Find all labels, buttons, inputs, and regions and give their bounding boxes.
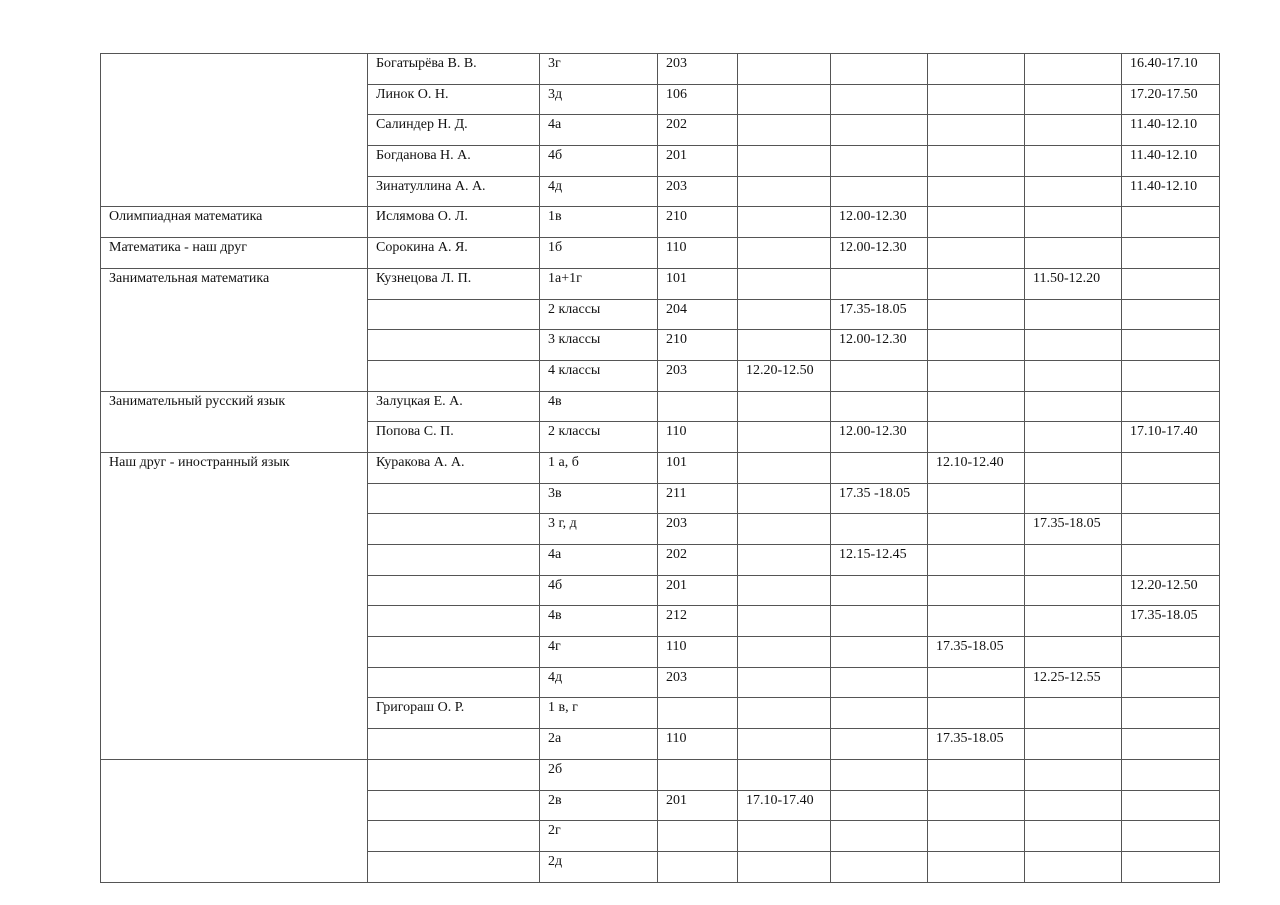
time-cell-day2 [831, 115, 928, 146]
time-cell-day3 [928, 299, 1025, 330]
time-cell-day4 [1025, 330, 1122, 361]
room-cell [658, 851, 738, 882]
time-cell-day2 [831, 606, 928, 637]
time-cell-day4 [1025, 759, 1122, 790]
teacher-cell: Богатырёва В. В. [368, 54, 540, 85]
teacher-cell [368, 483, 540, 514]
time-cell-day4 [1025, 238, 1122, 269]
class-cell: 4б [540, 575, 658, 606]
time-cell-day4 [1025, 422, 1122, 453]
schedule-table [100, 53, 1220, 883]
teacher-cell: Григораш О. Р. [368, 698, 540, 729]
time-cell-day2: 12.00-12.30 [831, 238, 928, 269]
teacher-cell: Залуцкая Е. А. [368, 391, 540, 422]
time-cell-day4 [1025, 360, 1122, 391]
room-cell: 211 [658, 483, 738, 514]
time-cell-day5 [1122, 851, 1220, 882]
room-cell [658, 698, 738, 729]
time-cell-day4: 11.50-12.20 [1025, 268, 1122, 299]
time-cell-day3 [928, 545, 1025, 576]
time-cell-day2 [831, 790, 928, 821]
time-cell-day2 [831, 391, 928, 422]
room-cell: 110 [658, 422, 738, 453]
time-cell-day4 [1025, 575, 1122, 606]
table-row [101, 238, 1220, 269]
teacher-cell [368, 514, 540, 545]
class-cell: 4а [540, 545, 658, 576]
room-cell: 110 [658, 729, 738, 760]
time-cell-day1 [738, 330, 831, 361]
class-cell: 2б [540, 759, 658, 790]
time-cell-day4 [1025, 146, 1122, 177]
time-cell-day1 [738, 422, 831, 453]
class-cell: 3 классы [540, 330, 658, 361]
room-cell: 204 [658, 299, 738, 330]
time-cell-day5 [1122, 391, 1220, 422]
time-cell-day5: 17.35-18.05 [1122, 606, 1220, 637]
class-cell: 2г [540, 821, 658, 852]
time-cell-day1 [738, 637, 831, 668]
room-cell: 202 [658, 115, 738, 146]
time-cell-day1 [738, 667, 831, 698]
time-cell-day4 [1025, 698, 1122, 729]
time-cell-day5 [1122, 483, 1220, 514]
time-cell-day4 [1025, 483, 1122, 514]
time-cell-day5: 11.40-12.10 [1122, 176, 1220, 207]
teacher-cell [368, 360, 540, 391]
time-cell-day3 [928, 146, 1025, 177]
time-cell-day2 [831, 84, 928, 115]
teacher-cell: Линок О. Н. [368, 84, 540, 115]
activity-cell [101, 759, 368, 882]
time-cell-day5: 17.10-17.40 [1122, 422, 1220, 453]
time-cell-day1 [738, 759, 831, 790]
time-cell-day2 [831, 54, 928, 85]
time-cell-day3 [928, 84, 1025, 115]
time-cell-day5 [1122, 514, 1220, 545]
time-cell-day2 [831, 821, 928, 852]
class-cell: 4д [540, 176, 658, 207]
time-cell-day2 [831, 146, 928, 177]
table-row [101, 391, 1220, 422]
time-cell-day3 [928, 360, 1025, 391]
time-cell-day3 [928, 667, 1025, 698]
time-cell-day3 [928, 759, 1025, 790]
time-cell-day5 [1122, 268, 1220, 299]
time-cell-day4 [1025, 452, 1122, 483]
teacher-cell [368, 667, 540, 698]
time-cell-day5 [1122, 238, 1220, 269]
class-cell: 2а [540, 729, 658, 760]
class-cell: 2д [540, 851, 658, 882]
time-cell-day3 [928, 821, 1025, 852]
time-cell-day5 [1122, 545, 1220, 576]
class-cell: 3 г, д [540, 514, 658, 545]
time-cell-day3 [928, 238, 1025, 269]
table-row [101, 207, 1220, 238]
time-cell-day3 [928, 575, 1025, 606]
time-cell-day1 [738, 146, 831, 177]
teacher-cell: Сорокина А. Я. [368, 238, 540, 269]
time-cell-day1 [738, 545, 831, 576]
time-cell-day5 [1122, 330, 1220, 361]
time-cell-day3: 17.35-18.05 [928, 729, 1025, 760]
time-cell-day4 [1025, 391, 1122, 422]
time-cell-day2 [831, 729, 928, 760]
time-cell-day5 [1122, 667, 1220, 698]
room-cell [658, 821, 738, 852]
time-cell-day3 [928, 698, 1025, 729]
time-cell-day2 [831, 851, 928, 882]
time-cell-day3: 17.35-18.05 [928, 637, 1025, 668]
room-cell: 101 [658, 268, 738, 299]
time-cell-day2 [831, 452, 928, 483]
time-cell-day4 [1025, 851, 1122, 882]
time-cell-day2 [831, 360, 928, 391]
teacher-cell [368, 851, 540, 882]
time-cell-day5 [1122, 360, 1220, 391]
teacher-cell [368, 606, 540, 637]
time-cell-day1 [738, 268, 831, 299]
class-cell: 4 классы [540, 360, 658, 391]
class-cell: 3в [540, 483, 658, 514]
time-cell-day1 [738, 391, 831, 422]
time-cell-day4 [1025, 729, 1122, 760]
time-cell-day4 [1025, 790, 1122, 821]
teacher-cell [368, 299, 540, 330]
teacher-cell: Зинатуллина А. А. [368, 176, 540, 207]
room-cell: 110 [658, 238, 738, 269]
time-cell-day1 [738, 821, 831, 852]
teacher-cell [368, 759, 540, 790]
time-cell-day1 [738, 851, 831, 882]
table-row [101, 268, 1220, 299]
room-cell: 203 [658, 667, 738, 698]
time-cell-day3 [928, 330, 1025, 361]
time-cell-day5 [1122, 452, 1220, 483]
teacher-cell [368, 637, 540, 668]
teacher-cell [368, 330, 540, 361]
time-cell-day2 [831, 698, 928, 729]
time-cell-day2 [831, 514, 928, 545]
room-cell: 202 [658, 545, 738, 576]
teacher-cell: Богданова Н. А. [368, 146, 540, 177]
teacher-cell: Ислямова О. Л. [368, 207, 540, 238]
class-cell: 4а [540, 115, 658, 146]
time-cell-day5: 12.20-12.50 [1122, 575, 1220, 606]
time-cell-day5 [1122, 759, 1220, 790]
teacher-cell: Салиндер Н. Д. [368, 115, 540, 146]
time-cell-day3 [928, 514, 1025, 545]
time-cell-day1 [738, 606, 831, 637]
time-cell-day2: 12.15-12.45 [831, 545, 928, 576]
time-cell-day1 [738, 698, 831, 729]
time-cell-day2 [831, 637, 928, 668]
time-cell-day1 [738, 238, 831, 269]
class-cell: 2 классы [540, 422, 658, 453]
time-cell-day1 [738, 514, 831, 545]
time-cell-day2 [831, 268, 928, 299]
room-cell [658, 759, 738, 790]
time-cell-day1 [738, 729, 831, 760]
time-cell-day2 [831, 176, 928, 207]
class-cell: 1 в, г [540, 698, 658, 729]
time-cell-day4 [1025, 299, 1122, 330]
room-cell: 101 [658, 452, 738, 483]
time-cell-day4 [1025, 54, 1122, 85]
activity-cell: Занимательный русский язык [101, 391, 368, 452]
time-cell-day1: 17.10-17.40 [738, 790, 831, 821]
time-cell-day4 [1025, 207, 1122, 238]
time-cell-day4: 12.25-12.55 [1025, 667, 1122, 698]
room-cell: 201 [658, 575, 738, 606]
time-cell-day5: 16.40-17.10 [1122, 54, 1220, 85]
time-cell-day3 [928, 176, 1025, 207]
room-cell: 210 [658, 207, 738, 238]
room-cell: 203 [658, 514, 738, 545]
time-cell-day4 [1025, 606, 1122, 637]
activity-cell: Олимпиадная математика [101, 207, 368, 238]
time-cell-day5 [1122, 299, 1220, 330]
time-cell-day1 [738, 299, 831, 330]
room-cell: 212 [658, 606, 738, 637]
time-cell-day4: 17.35-18.05 [1025, 514, 1122, 545]
time-cell-day5 [1122, 637, 1220, 668]
time-cell-day2 [831, 575, 928, 606]
class-cell: 4в [540, 391, 658, 422]
time-cell-day1 [738, 84, 831, 115]
time-cell-day2: 17.35-18.05 [831, 299, 928, 330]
class-cell: 1 а, б [540, 452, 658, 483]
teacher-cell [368, 545, 540, 576]
time-cell-day1 [738, 176, 831, 207]
class-cell: 4г [540, 637, 658, 668]
time-cell-day4 [1025, 821, 1122, 852]
time-cell-day5 [1122, 821, 1220, 852]
room-cell: 110 [658, 637, 738, 668]
room-cell: 106 [658, 84, 738, 115]
class-cell: 4д [540, 667, 658, 698]
time-cell-day4 [1025, 545, 1122, 576]
time-cell-day1 [738, 452, 831, 483]
class-cell: 1а+1г [540, 268, 658, 299]
table-row [101, 759, 1220, 790]
time-cell-day2: 17.35 -18.05 [831, 483, 928, 514]
table-row [101, 54, 1220, 85]
time-cell-day3 [928, 391, 1025, 422]
teacher-cell: Куракова А. А. [368, 452, 540, 483]
time-cell-day5 [1122, 729, 1220, 760]
room-cell: 203 [658, 54, 738, 85]
class-cell: 4б [540, 146, 658, 177]
time-cell-day4 [1025, 637, 1122, 668]
room-cell: 203 [658, 176, 738, 207]
time-cell-day2: 12.00-12.30 [831, 422, 928, 453]
time-cell-day3: 12.10-12.40 [928, 452, 1025, 483]
activity-cell: Занимательная математика [101, 268, 368, 391]
time-cell-day3 [928, 606, 1025, 637]
room-cell: 210 [658, 330, 738, 361]
time-cell-day3 [928, 422, 1025, 453]
time-cell-day4 [1025, 115, 1122, 146]
time-cell-day1 [738, 483, 831, 514]
teacher-cell [368, 821, 540, 852]
class-cell: 3д [540, 84, 658, 115]
time-cell-day5 [1122, 207, 1220, 238]
teacher-cell [368, 575, 540, 606]
time-cell-day2: 12.00-12.30 [831, 330, 928, 361]
time-cell-day1 [738, 575, 831, 606]
activity-cell: Наш друг - иностранный язык [101, 452, 368, 759]
activity-cell: Математика - наш друг [101, 238, 368, 269]
time-cell-day5 [1122, 698, 1220, 729]
activity-cell [101, 54, 368, 207]
time-cell-day2: 12.00-12.30 [831, 207, 928, 238]
time-cell-day1 [738, 115, 831, 146]
time-cell-day5 [1122, 790, 1220, 821]
time-cell-day1: 12.20-12.50 [738, 360, 831, 391]
teacher-cell [368, 790, 540, 821]
time-cell-day4 [1025, 84, 1122, 115]
teacher-cell [368, 729, 540, 760]
time-cell-day2 [831, 759, 928, 790]
time-cell-day1 [738, 207, 831, 238]
teacher-cell: Кузнецова Л. П. [368, 268, 540, 299]
time-cell-day3 [928, 483, 1025, 514]
time-cell-day5: 11.40-12.10 [1122, 115, 1220, 146]
class-cell: 3г [540, 54, 658, 85]
room-cell: 201 [658, 790, 738, 821]
time-cell-day3 [928, 115, 1025, 146]
room-cell: 201 [658, 146, 738, 177]
time-cell-day2 [831, 667, 928, 698]
class-cell: 2 классы [540, 299, 658, 330]
room-cell [658, 391, 738, 422]
class-cell: 1в [540, 207, 658, 238]
time-cell-day4 [1025, 176, 1122, 207]
time-cell-day3 [928, 790, 1025, 821]
class-cell: 1б [540, 238, 658, 269]
time-cell-day1 [738, 54, 831, 85]
schedule-body [101, 54, 1220, 883]
time-cell-day5: 17.20-17.50 [1122, 84, 1220, 115]
class-cell: 2в [540, 790, 658, 821]
time-cell-day3 [928, 207, 1025, 238]
class-cell: 4в [540, 606, 658, 637]
time-cell-day3 [928, 851, 1025, 882]
time-cell-day3 [928, 268, 1025, 299]
table-row [101, 452, 1220, 483]
room-cell: 203 [658, 360, 738, 391]
time-cell-day3 [928, 54, 1025, 85]
teacher-cell: Попова С. П. [368, 422, 540, 453]
time-cell-day5: 11.40-12.10 [1122, 146, 1220, 177]
